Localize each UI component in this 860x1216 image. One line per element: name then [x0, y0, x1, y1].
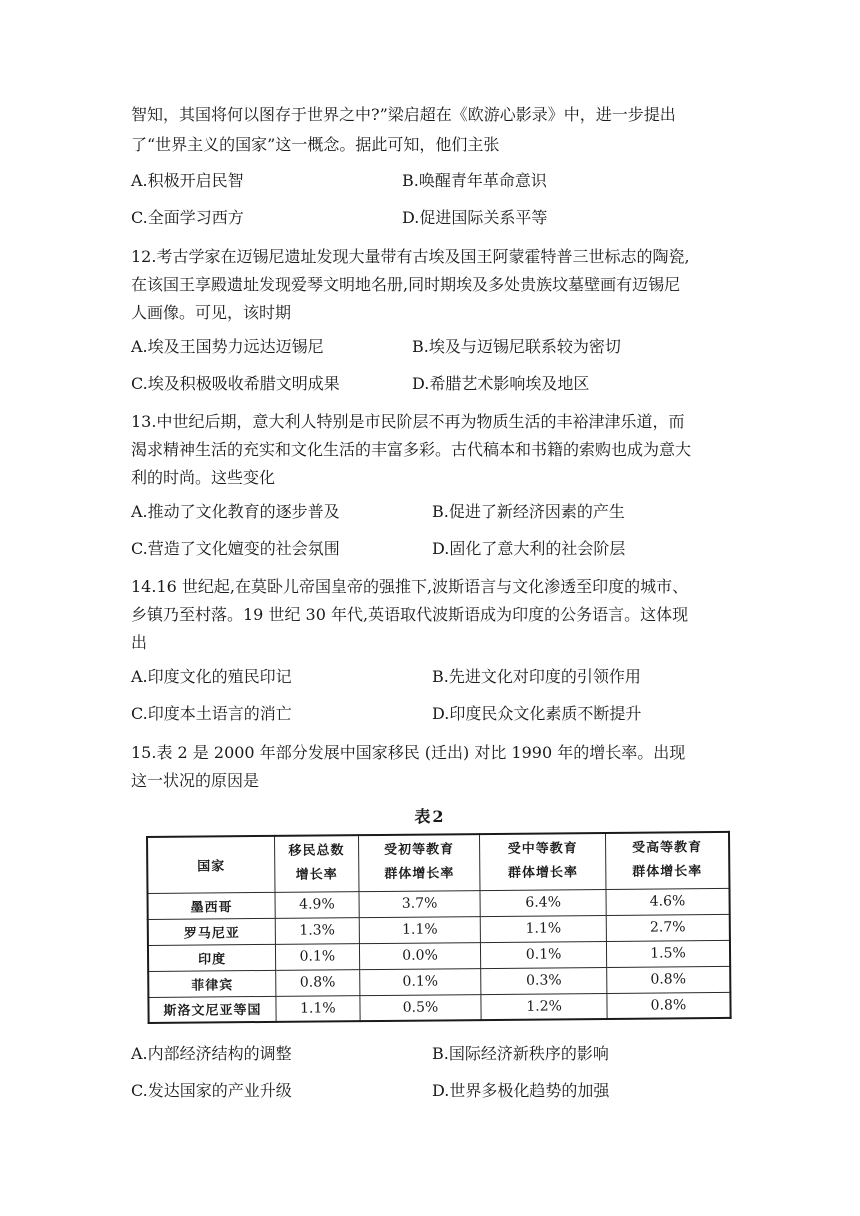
q14-text-line-2: 乡镇乃至村落。19 世纪 30 年代,英语取代波斯语成为印度的公务语言。这体现 [131, 605, 689, 624]
q15-option-b[interactable]: B.国际经济新秩序的影响 [432, 1044, 609, 1063]
q14-option-d[interactable]: D.印度民众文化素质不断提升 [432, 704, 642, 723]
q15-text-line-2: 这一状况的原因是 [131, 771, 260, 790]
q11-option-d[interactable]: D.促进国际关系平等 [402, 208, 548, 227]
q13-option-c[interactable]: C.营造了文化嬗变的社会氛围 [131, 539, 340, 558]
cell-value: 0.1% [275, 943, 359, 970]
header-country: 国家 [147, 836, 275, 893]
q12-text-line-2: 在该国王享殿遗址发现爱琴文明地名册,同时期埃及多处贵族坟墓壁画有迈锡尼 [131, 275, 681, 294]
cell-value: 1.1% [481, 915, 607, 942]
q12-text-line-3: 人画像。可见，该时期 [131, 303, 292, 322]
header-secondary-growth: 受中等教育 群体增长率 [480, 833, 606, 890]
cell-country: 菲律宾 [148, 970, 276, 997]
cell-value: 0.3% [481, 967, 607, 994]
q13-text-line-3: 利的时尚。这些变化 [131, 468, 276, 487]
migration-table [146, 831, 732, 1024]
cell-value: 0.0% [359, 942, 481, 969]
cell-value: 2.7% [606, 914, 730, 941]
q13-text-line-1: 13.中世纪后期，意大利人特别是市民阶层不再为物质生活的丰裕津津乐道，而 [131, 412, 685, 431]
cell-value: 6.4% [480, 889, 606, 916]
cell-country: 斯洛文尼亚等国 [148, 996, 276, 1023]
cell-value: 0.1% [359, 968, 481, 995]
cell-value: 0.5% [360, 994, 482, 1021]
cell-value: 4.9% [275, 891, 359, 918]
cell-value: 1.1% [359, 916, 481, 943]
q15-text-line-1: 15.表 2 是 2000 年部分发展中国家移民 (迁出) 对比 1990 年的增长率。出现 [131, 743, 686, 762]
table-row [148, 992, 730, 1023]
cell-country: 印度 [148, 944, 276, 971]
q15-option-a[interactable]: A.内部经济结构的调整 [131, 1044, 292, 1063]
q12-option-b[interactable]: B.埃及与迈锡尼联系较为密切 [412, 337, 621, 356]
table-header-row [147, 832, 729, 893]
header-total-growth: 移民总数 增长率 [274, 835, 358, 892]
q11-option-a[interactable]: A.积极开启民智 [131, 171, 244, 190]
cell-value: 1.3% [275, 917, 359, 944]
cell-value: 1.5% [606, 940, 730, 967]
q13-option-a[interactable]: A.推动了文化教育的逐步普及 [131, 502, 340, 521]
cell-value: 0.8% [607, 992, 731, 1019]
q14-option-a[interactable]: A.印度文化的殖民印记 [131, 667, 292, 686]
q12-option-c[interactable]: C.埃及积极吸收希腊文明成果 [131, 374, 340, 393]
q13-option-d[interactable]: D.固化了意大利的社会阶层 [432, 539, 626, 558]
q13-text-line-2: 渴求精神生活的充实和文化生活的丰富多彩。古代稿本和书籍的索购也成为意大 [131, 440, 692, 459]
q15-option-c[interactable]: C.发达国家的产业升级 [131, 1081, 292, 1100]
q11-option-c[interactable]: C.全面学习西方 [131, 208, 244, 227]
q15-option-d[interactable]: D.世界多极化趋势的加强 [432, 1081, 610, 1100]
q12-option-a[interactable]: A.埃及王国势力远达迈锡尼 [131, 337, 324, 356]
cell-value: 0.1% [481, 941, 607, 968]
header-primary-growth: 受初等教育 群体增长率 [358, 834, 480, 891]
cell-value: 4.6% [606, 888, 730, 915]
cell-value: 1.1% [276, 995, 360, 1022]
q12-text-line-1: 12.考古学家在迈锡尼遗址发现大量带有古埃及国王阿蒙霍特普三世标志的陶瓷, [131, 247, 690, 266]
cell-value: 0.8% [607, 966, 731, 993]
cell-value: 1.2% [481, 993, 607, 1020]
cell-value: 3.7% [359, 890, 481, 917]
q14-option-c[interactable]: C.印度本土语言的消亡 [131, 704, 292, 723]
cell-country: 墨西哥 [147, 892, 275, 919]
q11-option-b[interactable]: B.唤醒青年革命意识 [402, 171, 547, 190]
cell-value: 0.8% [276, 969, 360, 996]
cell-country: 罗马尼亚 [148, 918, 276, 945]
q12-option-d[interactable]: D.希腊艺术影响埃及地区 [412, 374, 590, 393]
q11-text-line-2: 了“世界主义的国家”这一概念。据此可知，他们主张 [131, 135, 500, 154]
table-title: 表2 [414, 807, 446, 826]
q11-text-line-1: 智知，其国将何以图存于世界之中?”梁启超在《欧游心影录》中，进一步提出 [131, 105, 676, 124]
q13-option-b[interactable]: B.促进了新经济因素的产生 [432, 502, 625, 521]
q14-text-line-3: 出 [131, 633, 148, 652]
q14-option-b[interactable]: B.先进文化对印度的引领作用 [432, 667, 641, 686]
header-higher-growth: 受高等教育 群体增长率 [605, 832, 729, 889]
q14-text-line-1: 14.16 世纪起,在莫卧儿帝国皇帝的强推下,波斯语言与文化渗透至印度的城市、 [131, 577, 689, 596]
